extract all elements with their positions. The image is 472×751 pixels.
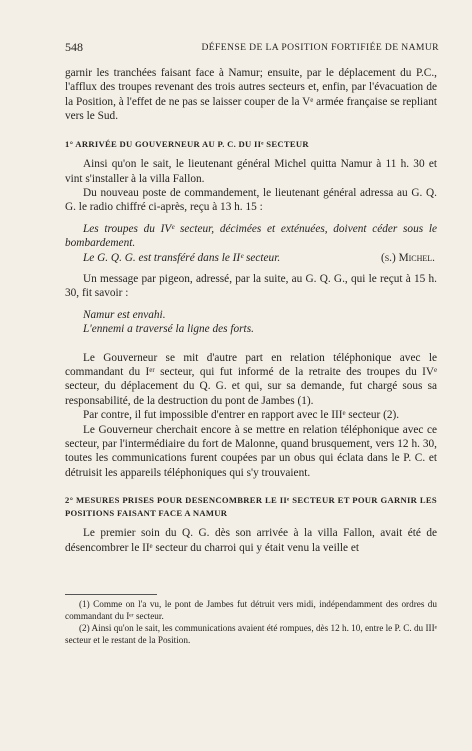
quoted-message: Le G. Q. G. est transféré dans le IIᵉ secteur.	[83, 251, 281, 264]
quoted-message: Les troupes du IVᵉ secteur, décimées et exténuées, doivent céder sous le bombardement.	[65, 222, 437, 250]
section-heading: 2° MESURES PRISES POUR DESENCOMBRER LE IIᵉ SECTEUR ET POUR GARNIR LES POSITIONS FAISANT FACE A NAMUR	[65, 495, 437, 518]
page-header	[65, 40, 439, 56]
paragraph: Un message par pigeon, adressé, par la suite, au G. Q. G., qui le reçut à 15 h. 30, fit savoir :	[65, 272, 437, 300]
footnote: (1) Comme on l'a vu, le pont de Jambes fut détruit vers midi, indépendamment des ordres du commandant du Iᵉʳ secteur.	[65, 599, 437, 621]
paragraph: garnir les tranchées faisant face à Namur; ensuite, par le déplacement du P.C., l'afflux des troupes revenant des trois autres secteurs et, enfin, par l'évacuation de la Position, à l'effet de ne pas se laisser couper de la Vᵉ armée française se repliant vers le Sud.	[65, 67, 437, 123]
paragraph: Le premier soin du Q. G. dès son arrivée à la villa Fallon, avait été de désencombrer le IIᵉ secteur du charroi qui y était venu la veille et	[65, 527, 437, 554]
footnote: (2) Ainsi qu'on le sait, les communications avaient été rompues, dès 12 h. 10, entre le P. C. du IIIᵉ secteur et le restant de la Position.	[65, 623, 437, 645]
paragraph: Par contre, il fut impossible d'entrer en rapport avec le IIIᵉ secteur (2).	[83, 409, 400, 422]
paragraph: Ainsi qu'on le sait, le lieutenant général Michel quitta Namur à 11 h. 30 et vint s'installer à la villa Fallon.	[65, 158, 437, 185]
paragraph: Le Gouverneur cherchait encore à se mettre en relation téléphonique avec ce secteur, par l'intermédiaire du fort de Malonne, quand brusquement, vers 12 h. 30, toutes les communications furent coupées par un obus qui éclata dans le P. C. et détruisit les appareils téléphoniques qui s'y trouvaient.	[65, 423, 437, 479]
page-number: 548	[65, 40, 83, 54]
footnote-divider	[65, 594, 157, 595]
quoted-message-with-signature	[65, 251, 437, 265]
signature: (s.) Michel.	[380, 251, 435, 264]
running-title: DÉFENSE DE LA POSITION FORTIFIÉE DE NAMUR	[201, 42, 439, 53]
footnotes	[65, 598, 437, 646]
section-heading: 1° ARRIVÉE DU GOUVERNEUR AU P. C. DU IIᵉ SECTEUR	[65, 138, 309, 149]
quoted-message: L'ennemi a traversé la ligne des forts.	[83, 323, 254, 336]
paragraph: Du nouveau poste de commandement, le lieutenant général adressa au G. Q. G. le radio chiffré ci-après, reçu à 13 h. 15 :	[65, 186, 437, 214]
body-text	[65, 66, 437, 555]
quoted-message: Namur est envahi.	[83, 308, 166, 321]
paragraph: Le Gouverneur se mit d'autre part en relation téléphonique avec le commandant du Iᵉʳ secteur, qui fut informé de la retraite des troupes du IVᵉ secteur, du déplacement du Q. G. et qui, sur sa demande, fut chargé sous sa responsabilité, de la destruction du pont de Jambes (1).	[65, 351, 437, 407]
